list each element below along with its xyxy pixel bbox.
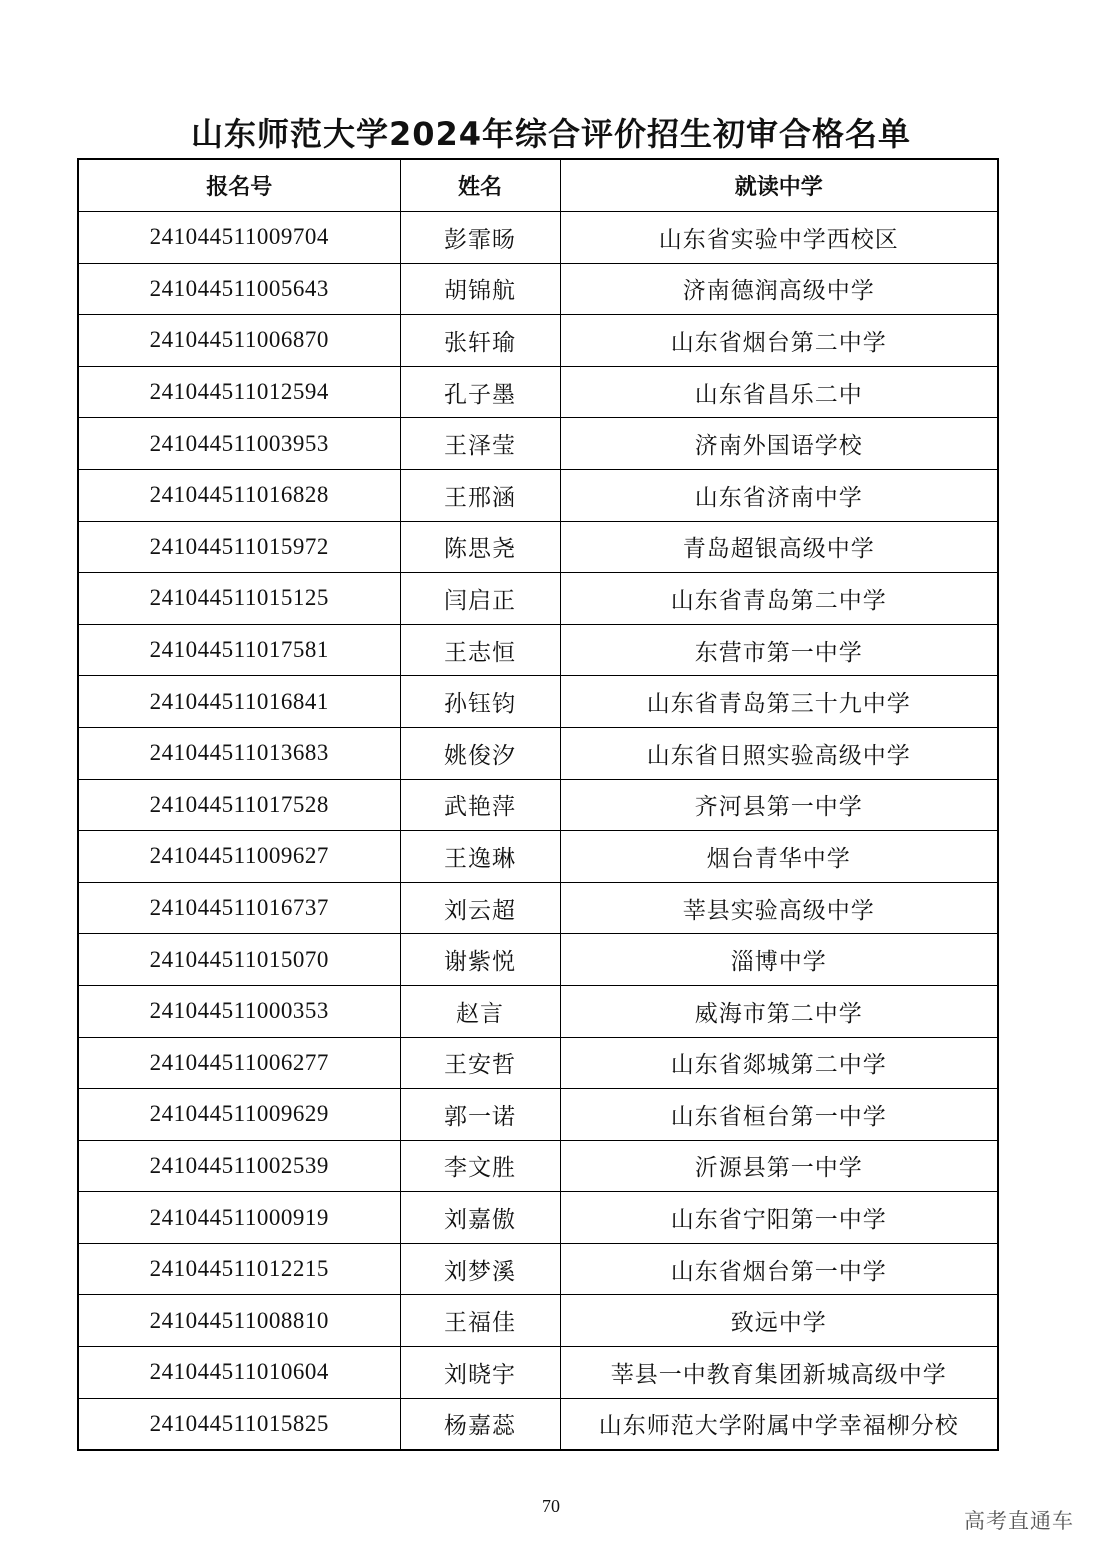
table-row [78,882,998,934]
reg-no-cell: 241044511015972 [78,521,400,573]
table-row [78,521,998,573]
reg-no-cell: 241044511002539 [78,1140,400,1192]
reg-no-cell: 241044511017581 [78,624,400,676]
school-cell: 济南德润高级中学 [560,263,998,315]
table-row [78,779,998,831]
school-cell: 山东省宁阳第一中学 [560,1192,998,1244]
name-cell: 孔子墨 [400,366,560,418]
name-cell: 孙钰钧 [400,676,560,728]
name-cell: 武艳萍 [400,779,560,831]
name-cell: 刘梦溪 [400,1243,560,1295]
admission-list-table [77,158,999,1451]
name-cell: 陈思尧 [400,521,560,573]
header-school: 就读中学 [560,159,998,212]
reg-no-cell: 241044511013683 [78,727,400,779]
name-cell: 谢紫悦 [400,934,560,986]
table-row [78,1140,998,1192]
school-cell: 山东省日照实验高级中学 [560,727,998,779]
name-cell: 王邢涵 [400,469,560,521]
reg-no-cell: 241044511005643 [78,263,400,315]
table-row [78,1398,998,1450]
table-row [78,985,998,1037]
table-row [78,1192,998,1244]
school-cell: 山东省青岛第三十九中学 [560,676,998,728]
page-number: 70 [542,1496,560,1516]
table-row [78,1295,998,1347]
table-row [78,212,998,264]
header-reg-no: 报名号 [78,159,400,212]
name-cell: 赵言 [400,985,560,1037]
school-cell: 威海市第二中学 [560,985,998,1037]
table-body [78,212,998,1451]
table-row [78,418,998,470]
table-row [78,1089,998,1141]
school-cell: 沂源县第一中学 [560,1140,998,1192]
school-cell: 山东省青岛第二中学 [560,573,998,625]
reg-no-cell: 241044511009704 [78,212,400,264]
table-row [78,1347,998,1399]
table-row [78,727,998,779]
school-cell: 山东省烟台第一中学 [560,1243,998,1295]
school-cell: 莘县实验高级中学 [560,882,998,934]
school-cell: 山东省郯城第二中学 [560,1037,998,1089]
school-cell: 山东省桓台第一中学 [560,1089,998,1141]
name-cell: 张轩瑜 [400,315,560,367]
school-cell: 齐河县第一中学 [560,779,998,831]
school-cell: 致远中学 [560,1295,998,1347]
school-cell: 山东省昌乐二中 [560,366,998,418]
school-cell: 济南外国语学校 [560,418,998,470]
table-row [78,573,998,625]
watermark: 高考直通车 [964,1509,1074,1533]
reg-no-cell: 241044511016828 [78,469,400,521]
name-cell: 刘晓宇 [400,1347,560,1399]
name-cell: 李文胜 [400,1140,560,1192]
school-cell: 山东省烟台第二中学 [560,315,998,367]
reg-no-cell: 241044511010604 [78,1347,400,1399]
reg-no-cell: 241044511003953 [78,418,400,470]
school-cell: 山东省实验中学西校区 [560,212,998,264]
school-cell: 山东省济南中学 [560,469,998,521]
name-cell: 彭霏旸 [400,212,560,264]
name-cell: 闫启正 [400,573,560,625]
reg-no-cell: 241044511016737 [78,882,400,934]
name-cell: 刘云超 [400,882,560,934]
name-cell: 王安哲 [400,1037,560,1089]
school-cell: 淄博中学 [560,934,998,986]
reg-no-cell: 241044511000353 [78,985,400,1037]
name-cell: 杨嘉蕊 [400,1398,560,1450]
school-cell: 东营市第一中学 [560,624,998,676]
header-name: 姓名 [400,159,560,212]
reg-no-cell: 241044511006277 [78,1037,400,1089]
school-cell: 青岛超银高级中学 [560,521,998,573]
reg-no-cell: 241044511017528 [78,779,400,831]
table-header-row [78,159,998,212]
table-row [78,263,998,315]
table-row [78,469,998,521]
table-row [78,1243,998,1295]
name-cell: 王福佳 [400,1295,560,1347]
name-cell: 王逸琳 [400,831,560,883]
table-row [78,676,998,728]
reg-no-cell: 241044511016841 [78,676,400,728]
table-row [78,831,998,883]
table-row [78,624,998,676]
reg-no-cell: 241044511008810 [78,1295,400,1347]
reg-no-cell: 241044511015070 [78,934,400,986]
reg-no-cell: 241044511015825 [78,1398,400,1450]
reg-no-cell: 241044511006870 [78,315,400,367]
school-cell: 烟台青华中学 [560,831,998,883]
name-cell: 胡锦航 [400,263,560,315]
school-cell: 莘县一中教育集团新城高级中学 [560,1347,998,1399]
reg-no-cell: 241044511012215 [78,1243,400,1295]
name-cell: 刘嘉傲 [400,1192,560,1244]
table-row [78,366,998,418]
reg-no-cell: 241044511015125 [78,573,400,625]
document-title: 山东师范大学2024年综合评价招生初审合格名单 [190,115,912,153]
name-cell: 王泽莹 [400,418,560,470]
school-cell: 山东师范大学附属中学幸福柳分校 [560,1398,998,1450]
table-row [78,934,998,986]
table-row [78,1037,998,1089]
name-cell: 姚俊汐 [400,727,560,779]
name-cell: 王志恒 [400,624,560,676]
reg-no-cell: 241044511012594 [78,366,400,418]
reg-no-cell: 241044511009629 [78,1089,400,1141]
name-cell: 郭一诺 [400,1089,560,1141]
reg-no-cell: 241044511009627 [78,831,400,883]
table-row [78,315,998,367]
reg-no-cell: 241044511000919 [78,1192,400,1244]
